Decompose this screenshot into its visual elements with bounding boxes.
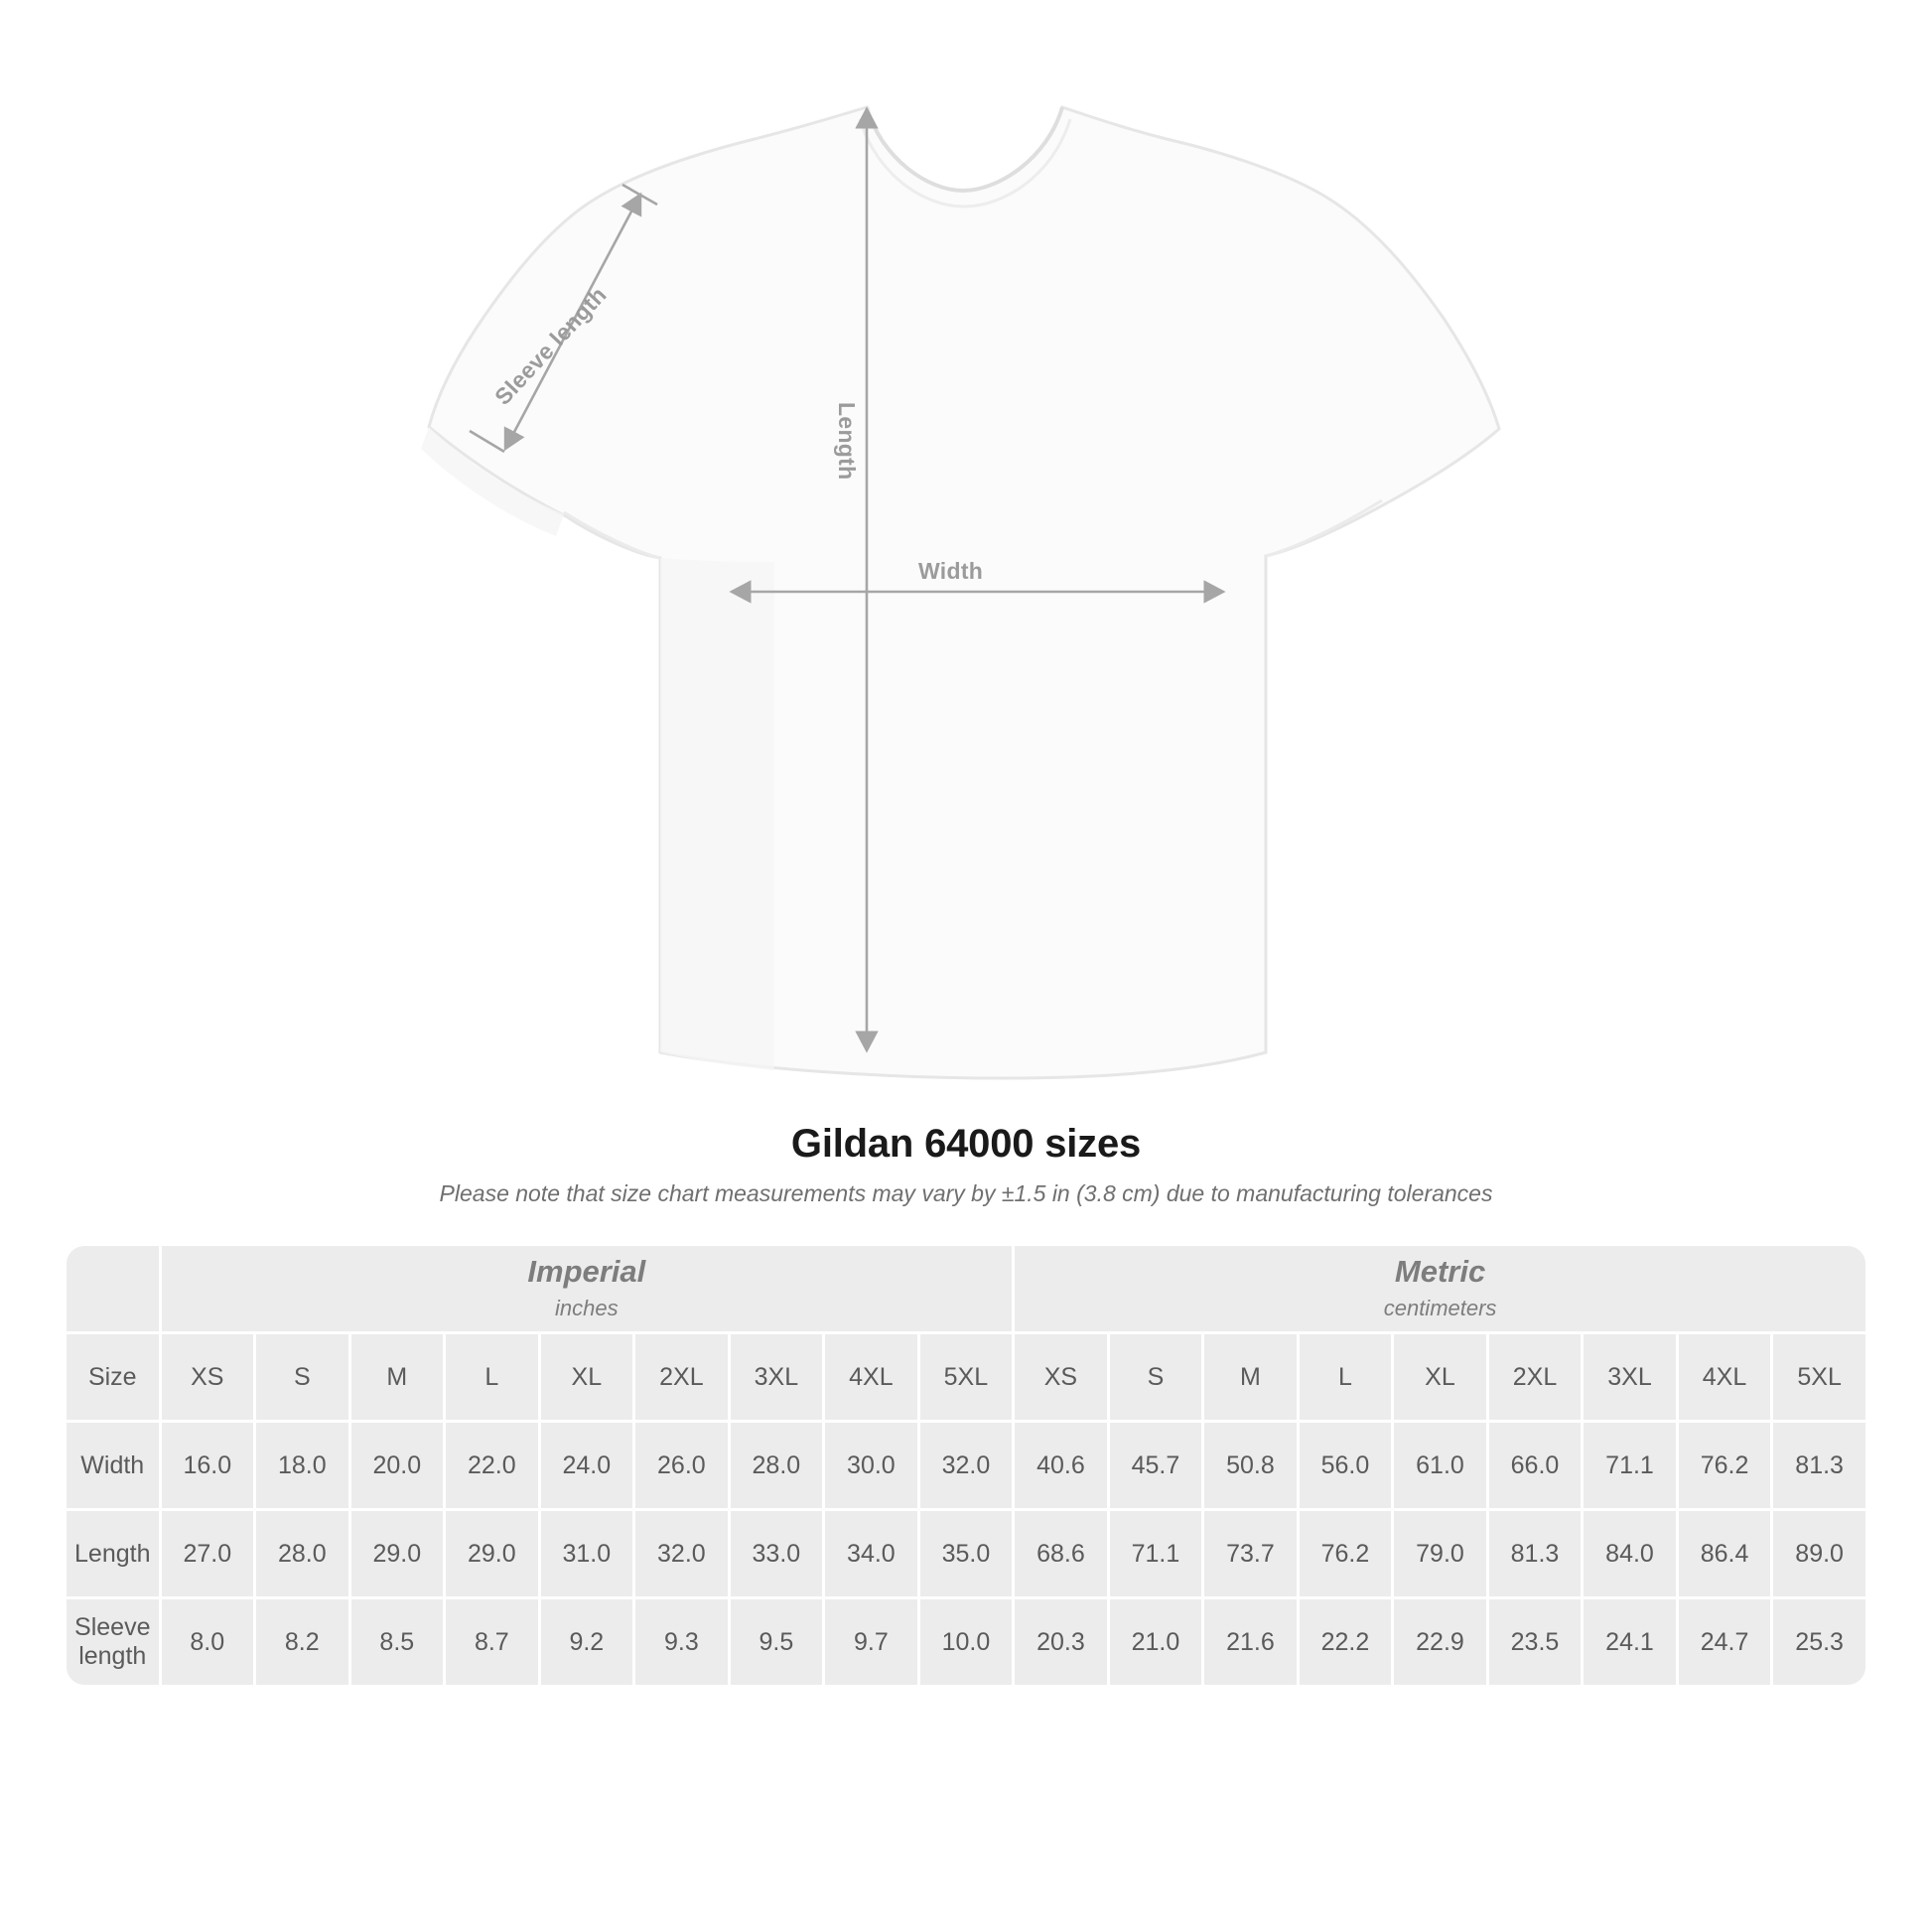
size-column-header-14: 2XL bbox=[1489, 1334, 1582, 1420]
cell-width-XS-imperial: 16.0 bbox=[162, 1423, 254, 1508]
cell-width-3XL-metric: 71.1 bbox=[1584, 1423, 1676, 1508]
row-header-length: Length bbox=[67, 1511, 159, 1596]
cell-width-XS-metric: 40.6 bbox=[1015, 1423, 1107, 1508]
size-column-header-3: L bbox=[446, 1334, 538, 1420]
width-label: Width bbox=[918, 558, 984, 584]
cell-sleeve-length-3XL-imperial: 9.5 bbox=[731, 1599, 823, 1685]
table-row bbox=[67, 1599, 1865, 1685]
cell-sleeve-length-M-imperial: 8.5 bbox=[351, 1599, 444, 1685]
cell-width-2XL-imperial: 26.0 bbox=[635, 1423, 728, 1508]
cell-sleeve-length-L-imperial: 8.7 bbox=[446, 1599, 538, 1685]
cell-length-S-imperial: 28.0 bbox=[256, 1511, 348, 1596]
size-column-header-1: S bbox=[256, 1334, 348, 1420]
size-column-header-12: L bbox=[1300, 1334, 1392, 1420]
cell-width-XL-imperial: 24.0 bbox=[541, 1423, 633, 1508]
cell-length-M-metric: 73.7 bbox=[1204, 1511, 1297, 1596]
cell-width-3XL-imperial: 28.0 bbox=[731, 1423, 823, 1508]
unit-subtitle: inches bbox=[555, 1295, 619, 1320]
cell-length-4XL-metric: 86.4 bbox=[1679, 1511, 1771, 1596]
cell-length-XS-imperial: 27.0 bbox=[162, 1511, 254, 1596]
page-title: Gildan 64000 sizes bbox=[790, 1122, 1142, 1166]
unit-name: Imperial bbox=[527, 1254, 646, 1290]
unit-header-metric bbox=[1015, 1246, 1865, 1331]
cell-width-5XL-imperial: 32.0 bbox=[920, 1423, 1013, 1508]
cell-length-S-metric: 71.1 bbox=[1110, 1511, 1202, 1596]
size-column-header-8: 5XL bbox=[920, 1334, 1013, 1420]
table-row bbox=[67, 1511, 1865, 1596]
length-label: Length bbox=[834, 402, 860, 481]
size-column-header-15: 3XL bbox=[1584, 1334, 1676, 1420]
table-corner-cell bbox=[67, 1246, 159, 1331]
cell-width-S-imperial: 18.0 bbox=[256, 1423, 348, 1508]
cell-width-L-metric: 56.0 bbox=[1300, 1423, 1392, 1508]
cell-sleeve-length-XS-imperial: 8.0 bbox=[162, 1599, 254, 1685]
title-block bbox=[0, 1122, 1932, 1207]
size-column-header-5: 2XL bbox=[635, 1334, 728, 1420]
row-header-width: Width bbox=[67, 1423, 159, 1508]
cell-length-XL-imperial: 31.0 bbox=[541, 1511, 633, 1596]
cell-sleeve-length-XS-metric: 20.3 bbox=[1015, 1599, 1107, 1685]
size-column-header-16: 4XL bbox=[1679, 1334, 1771, 1420]
cell-sleeve-length-5XL-metric: 25.3 bbox=[1773, 1599, 1865, 1685]
cell-sleeve-length-S-metric: 21.0 bbox=[1110, 1599, 1202, 1685]
cell-width-XL-metric: 61.0 bbox=[1394, 1423, 1486, 1508]
cell-width-M-imperial: 20.0 bbox=[351, 1423, 444, 1508]
unit-name: Metric bbox=[1394, 1254, 1486, 1290]
size-chart-table-wrapper bbox=[64, 1243, 1868, 1688]
cell-sleeve-length-L-metric: 22.2 bbox=[1300, 1599, 1392, 1685]
cell-sleeve-length-XL-metric: 22.9 bbox=[1394, 1599, 1486, 1685]
cell-width-2XL-metric: 66.0 bbox=[1489, 1423, 1582, 1508]
unit-header-imperial bbox=[162, 1246, 1013, 1331]
cell-sleeve-length-3XL-metric: 24.1 bbox=[1584, 1599, 1676, 1685]
cell-length-XL-metric: 79.0 bbox=[1394, 1511, 1486, 1596]
size-column-header-17: 5XL bbox=[1773, 1334, 1865, 1420]
cell-sleeve-length-XL-imperial: 9.2 bbox=[541, 1599, 633, 1685]
cell-sleeve-length-M-metric: 21.6 bbox=[1204, 1599, 1297, 1685]
cell-length-4XL-imperial: 34.0 bbox=[825, 1511, 917, 1596]
size-column-header-2: M bbox=[351, 1334, 444, 1420]
cell-width-5XL-metric: 81.3 bbox=[1773, 1423, 1865, 1508]
cell-sleeve-length-S-imperial: 8.2 bbox=[256, 1599, 348, 1685]
cell-length-3XL-imperial: 33.0 bbox=[731, 1511, 823, 1596]
tolerance-note: Please note that size chart measurements may vary by ±1.5 in (3.8 cm) due to manufacturing tolerances bbox=[439, 1180, 1493, 1206]
row-header-sleeve-length: Sleeve length bbox=[67, 1599, 159, 1685]
cell-length-5XL-metric: 89.0 bbox=[1773, 1511, 1865, 1596]
cell-length-L-imperial: 29.0 bbox=[446, 1511, 538, 1596]
cell-width-4XL-metric: 76.2 bbox=[1679, 1423, 1771, 1508]
size-chart-table bbox=[64, 1243, 1868, 1688]
sleeve-length-label: Sleeve length bbox=[489, 281, 612, 410]
size-column-header-0: XS bbox=[162, 1334, 254, 1420]
cell-length-M-imperial: 29.0 bbox=[351, 1511, 444, 1596]
size-column-header-9: XS bbox=[1015, 1334, 1107, 1420]
size-column-header-10: S bbox=[1110, 1334, 1202, 1420]
table-row bbox=[67, 1423, 1865, 1508]
cell-length-5XL-imperial: 35.0 bbox=[920, 1511, 1013, 1596]
cell-length-L-metric: 76.2 bbox=[1300, 1511, 1392, 1596]
cell-sleeve-length-2XL-metric: 23.5 bbox=[1489, 1599, 1582, 1685]
unit-subtitle: centimeters bbox=[1383, 1295, 1497, 1320]
cell-length-XS-metric: 68.6 bbox=[1015, 1511, 1107, 1596]
cell-width-S-metric: 45.7 bbox=[1110, 1423, 1202, 1508]
size-column-header-13: XL bbox=[1394, 1334, 1486, 1420]
cell-width-M-metric: 50.8 bbox=[1204, 1423, 1297, 1508]
cell-length-2XL-metric: 81.3 bbox=[1489, 1511, 1582, 1596]
size-header-row bbox=[67, 1334, 1865, 1420]
cell-sleeve-length-2XL-imperial: 9.3 bbox=[635, 1599, 728, 1685]
cell-length-3XL-metric: 84.0 bbox=[1584, 1511, 1676, 1596]
size-column-header-6: 3XL bbox=[731, 1334, 823, 1420]
cell-sleeve-length-4XL-metric: 24.7 bbox=[1679, 1599, 1771, 1685]
size-column-header-4: XL bbox=[541, 1334, 633, 1420]
size-column-header-7: 4XL bbox=[825, 1334, 917, 1420]
cell-sleeve-length-4XL-imperial: 9.7 bbox=[825, 1599, 917, 1685]
cell-length-2XL-imperial: 32.0 bbox=[635, 1511, 728, 1596]
unit-header-row bbox=[67, 1246, 1865, 1331]
cell-width-L-imperial: 22.0 bbox=[446, 1423, 538, 1508]
cell-width-4XL-imperial: 30.0 bbox=[825, 1423, 917, 1508]
cell-sleeve-length-5XL-imperial: 10.0 bbox=[920, 1599, 1013, 1685]
size-column-header-11: M bbox=[1204, 1334, 1297, 1420]
size-row-header: Size bbox=[67, 1334, 159, 1420]
